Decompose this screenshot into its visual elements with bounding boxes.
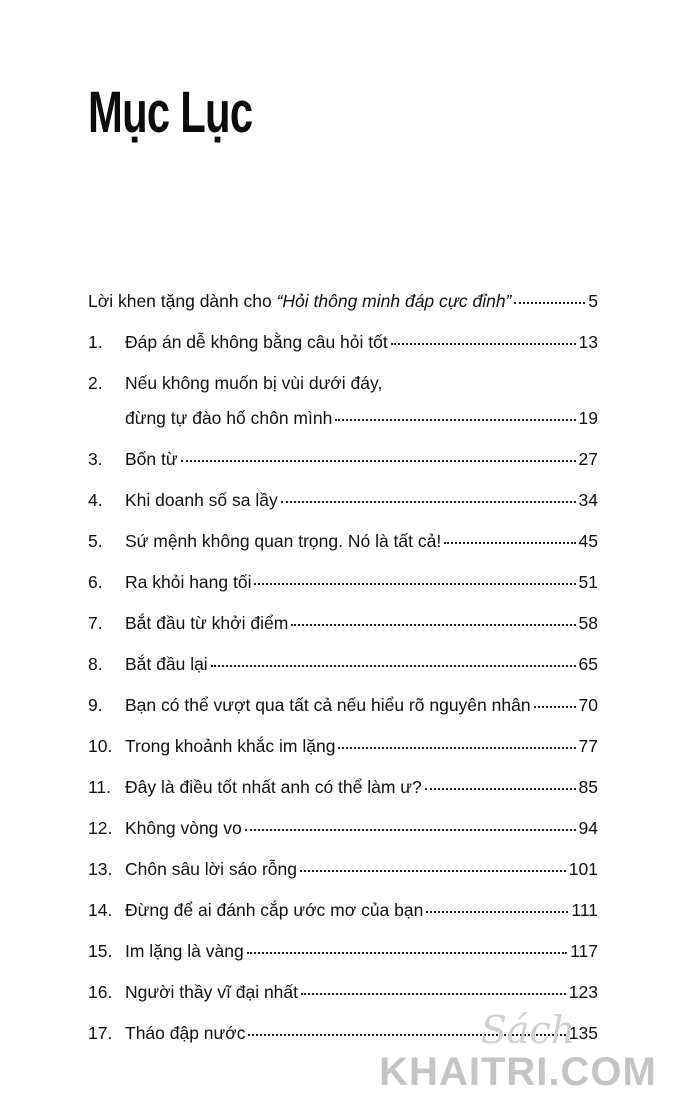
toc-entry-number: 9. [88,695,103,715]
watermark-text: KHAITRI.COM [379,1050,657,1094]
watermark-script: Sách [480,1008,576,1052]
toc-entry-title: Bắt đầu lại [125,654,208,674]
toc-entry-number: 14. [88,900,113,920]
dot-leader [281,501,576,503]
toc-entry-title: Người thầy vĩ đại nhất [125,982,299,1002]
dot-leader [534,706,576,708]
toc-entry-title: Bắt đầu từ khởi điểm [125,613,289,633]
toc-entry [88,485,598,526]
toc-entry-number: 2. [88,373,103,393]
toc-entry-number: 10. [88,736,113,756]
page-title: Mục Lục [88,80,253,145]
dot-leader [301,993,566,995]
toc-entry [88,444,598,485]
toc-entry-number: 15. [88,941,113,961]
toc-entry-page: 70 [578,695,598,715]
toc-entry-number: 11. [88,777,112,797]
toc-entry-page: 58 [578,613,598,633]
dot-leader [444,542,575,544]
toc-entry-title-line2: đừng tự đào hố chôn mình [125,408,333,428]
toc-entry [88,936,598,977]
toc-entry-title: Im lặng là vàng [125,941,244,961]
toc-entry-number: 13. [88,859,113,879]
watermark-logo [358,1010,678,1110]
toc-entry-title: Trong khoảnh khắc im lặng [125,736,336,756]
toc-entry [88,608,598,649]
toc-entry-number: 16. [88,982,113,1002]
toc-entry [88,895,598,936]
toc-entry [88,690,598,731]
dot-leader [247,952,567,954]
toc-entry-title: Đáp án dễ không bằng câu hỏi tốt [125,332,388,352]
dot-leader [245,829,576,831]
toc-entry-number: 5. [88,531,103,551]
toc-entry-page: 111 [571,900,598,920]
toc-entry-page: 5 [588,291,598,311]
toc-entry [88,731,598,772]
dot-leader [391,343,576,345]
toc-entry-number: 8. [88,654,103,674]
toc-entry-title [88,286,511,316]
toc-entry-page: 19 [578,408,598,428]
toc-entry-title: Bốn từ [125,449,178,469]
toc-entry-page: 85 [578,777,598,797]
preface-book-title: “Hỏi thông minh đáp cực đỉnh” [276,291,512,311]
toc-entry-title: Ra khỏi hang tối [125,572,252,592]
dot-leader [300,870,566,872]
toc-entry-title: Đừng để ai đánh cắp ước mơ của bạn [125,900,424,920]
dot-leader [211,665,576,667]
dot-leader [426,911,568,913]
toc-entry-title: Đây là điều tốt nhất anh có thể làm ư? [125,777,422,797]
dot-leader [291,624,575,626]
toc-entry-number: 3. [88,449,103,469]
toc-entry-title: Bạn có thể vượt qua tất cả nếu hiểu rõ nguyên nhân [125,695,531,715]
toc-entry-page: 101 [568,859,598,879]
toc-entry [88,526,598,567]
toc-entry-page: 65 [578,654,598,674]
toc-entry-page: 13 [578,332,598,352]
toc-entry [88,368,598,403]
toc-entry [88,649,598,690]
toc-entry [88,567,598,608]
dot-leader [335,419,575,421]
toc-entry [88,813,598,854]
toc-entry-page: 135 [568,1023,598,1043]
toc-entry [88,327,598,368]
dot-leader [338,747,575,749]
toc-entry-title: Không vòng vo [125,818,242,838]
toc-entry-number: 4. [88,490,103,510]
toc-entry-preface [88,286,598,327]
toc-entry-page: 27 [578,449,598,469]
toc-entry-title: Nếu không muốn bị vùi dưới đáy, [125,373,383,393]
toc-entry-page: 77 [578,736,598,756]
dot-leader [425,788,576,790]
toc-entry-title: Khi doanh số sa lầy [125,490,278,510]
toc-entry [88,854,598,895]
toc-entry-number: 1. [88,332,103,352]
toc-entry-number: 12. [88,818,113,838]
toc-entry-number: 7. [88,613,103,633]
toc-entry-number: 6. [88,572,103,592]
toc-entry-number: 17. [88,1023,113,1043]
toc-entry-page: 45 [578,531,598,551]
toc-entry-page: 34 [578,490,598,510]
toc-entry-title: Chôn sâu lời sáo rỗng [125,859,297,879]
toc-entry-page: 51 [578,572,598,592]
dot-leader [254,583,575,585]
toc-entry-title: Tháo đập nước [125,1023,246,1043]
toc-entry-page: 94 [578,818,598,838]
toc-entry-page: 117 [570,941,598,961]
toc-entry [88,772,598,813]
toc-entry-page: 123 [568,982,598,1002]
toc-entry-continuation [88,403,598,444]
preface-prefix: Lời khen tặng dành cho [88,291,277,311]
dot-leader [181,460,576,462]
table-of-contents [88,286,598,1059]
dot-leader [514,302,585,304]
toc-entry-title: Sứ mệnh không quan trọng. Nó là tất cả! [125,531,442,551]
